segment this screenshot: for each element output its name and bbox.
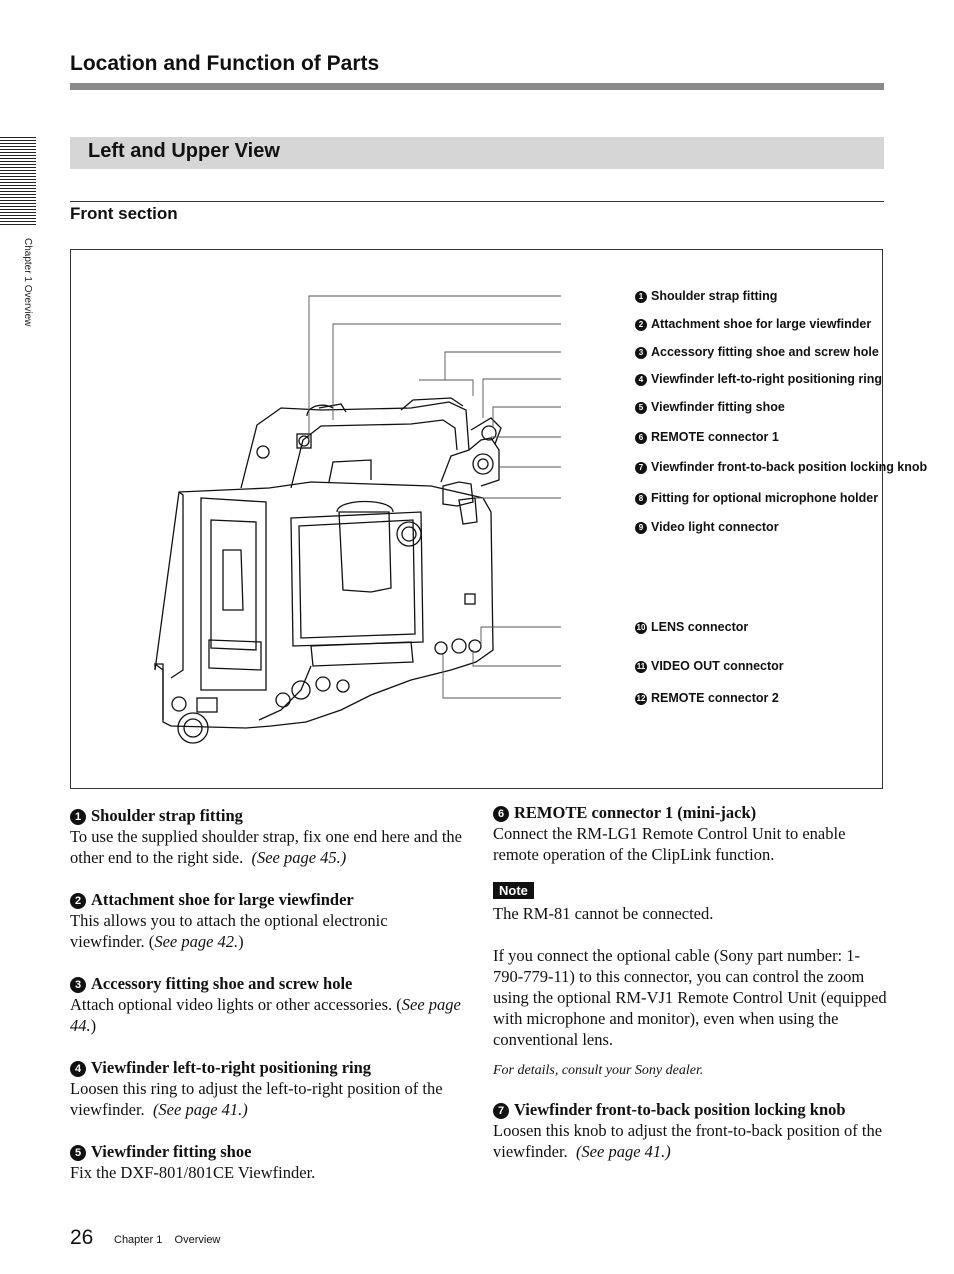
item-text: Loosen this ring to adjust the left-to-right position of the viewfinder. (70, 1079, 443, 1119)
callout-label: Fitting for optional microphone holder (651, 491, 879, 505)
callout-8 (635, 491, 878, 505)
item-title: Viewfinder left-to-right positioning ring (91, 1058, 372, 1077)
item-body (70, 910, 465, 952)
callout-11 (635, 659, 784, 673)
item-body (70, 994, 465, 1036)
item-number: 3 (70, 977, 86, 993)
callout-number: 6 (635, 432, 647, 444)
callout-number: 3 (635, 347, 647, 359)
item-5 (70, 1141, 465, 1183)
item-4 (70, 1057, 465, 1120)
item-title: Accessory fitting shoe and screw hole (91, 974, 353, 993)
callout-12 (635, 691, 779, 705)
page-reference: (See page 41.) (575, 1142, 671, 1161)
item-text: Loosen this knob to adjust the front-to-back position of the viewfinder. (493, 1121, 883, 1161)
item-number: 4 (70, 1061, 86, 1077)
item-7 (493, 1099, 888, 1162)
chapter-tab-marker (0, 137, 36, 227)
page-reference: (See page 45.) (251, 848, 347, 867)
item-number: 2 (70, 893, 86, 909)
callout-label: VIDEO OUT connector (651, 659, 784, 673)
item-heading (70, 973, 465, 994)
callout-3 (635, 345, 879, 359)
item-heading (493, 802, 888, 823)
item-number: 7 (493, 1103, 509, 1119)
title-rule (70, 83, 884, 90)
callout-number: 10 (636, 623, 646, 632)
item-heading (70, 1141, 465, 1162)
page-reference: See page 44. (70, 995, 461, 1035)
callout-label: Attachment shoe for large viewfinder (651, 317, 872, 331)
callout-number: 1 (635, 291, 647, 303)
page-reference: See page 42. (154, 932, 239, 951)
callout-1 (635, 289, 777, 303)
footer-chapter: Chapter 1 Overview (114, 1234, 221, 1246)
callout-number: 9 (635, 522, 647, 534)
callout-label: Shoulder strap fitting (651, 289, 778, 303)
item-2 (70, 889, 465, 952)
callout-number: 12 (636, 694, 646, 703)
page-title: Location and Function of Parts (70, 52, 380, 75)
item-number: 5 (70, 1145, 86, 1161)
item-title: Viewfinder front-to-back position locking knob (514, 1100, 846, 1119)
item-1 (70, 805, 465, 868)
callout-9 (635, 520, 779, 534)
item-text-tail: ) (238, 932, 244, 951)
callout-7 (635, 460, 927, 474)
callout-number: 8 (635, 493, 647, 505)
subsection-rule (70, 201, 884, 202)
page-number: 26 (70, 1226, 94, 1249)
item-number: 1 (70, 809, 86, 825)
item-text: Attach optional video lights or other accessories. ( (70, 995, 402, 1014)
callout-6 (635, 430, 779, 444)
callout-4 (635, 372, 882, 386)
note-block (493, 879, 888, 1081)
callout-2 (635, 317, 871, 331)
callout-label: LENS connector (651, 620, 749, 634)
note-text-2: If you connect the optional cable (Sony part number: 1-790-779-11) to this connector, you can control the zoom using the optional RM-VJ1 Remote Control Unit (equipped with microphone and monitor), even when using the conventional lens. (493, 946, 887, 1049)
item-text-tail: ) (90, 1016, 97, 1035)
callout-number: 7 (635, 462, 647, 474)
callout-number: 4 (635, 374, 647, 386)
callout-label: REMOTE connector 2 (651, 691, 779, 705)
item-title: Shoulder strap fitting (91, 806, 243, 825)
item-body (70, 826, 465, 868)
item-heading (70, 889, 465, 910)
callout-label: Viewfinder front-to-back position locking knob (651, 460, 928, 474)
item-body (493, 1120, 888, 1162)
item-3 (70, 973, 465, 1036)
section-title: Left and Upper View (88, 140, 280, 162)
camera-figure (70, 249, 928, 789)
page-reference: (See page 41.) (152, 1100, 248, 1119)
item-body: Fix the DXF-801/801CE Viewfinder. (70, 1163, 316, 1182)
side-chapter-label: Chapter 1 Overview (22, 238, 33, 327)
note-text-1: The RM-81 cannot be connected. (493, 904, 714, 923)
item-title: Attachment shoe for large viewfinder (91, 890, 354, 909)
callout-5 (635, 400, 785, 414)
item-body (70, 1078, 465, 1120)
item-heading (493, 1099, 888, 1120)
callout-label: Viewfinder left-to-right positioning ring (651, 372, 882, 386)
callout-label: Viewfinder fitting shoe (651, 400, 785, 414)
item-heading (70, 1057, 465, 1078)
note-text-3: For details, consult your Sony dealer. (493, 1063, 704, 1078)
subsection-title: Front section (70, 204, 178, 223)
item-text: To use the supplied shoulder strap, fix one end here and the other end to the right side. (70, 827, 462, 867)
item-heading (70, 805, 465, 826)
item-title: REMOTE connector 1 (mini-jack) (514, 803, 757, 822)
item-title: Viewfinder fitting shoe (91, 1142, 252, 1161)
callout-number: 2 (635, 319, 647, 331)
item-text: This allows you to attach the optional electronic viewfinder. ( (70, 911, 388, 951)
callout-number: 11 (636, 662, 646, 671)
callout-number: 5 (635, 402, 647, 414)
callout-label: REMOTE connector 1 (651, 430, 779, 444)
callout-label: Video light connector (651, 520, 779, 534)
callout-label: Accessory fitting shoe and screw hole (651, 345, 879, 359)
left-column (70, 805, 465, 1204)
item-body: Connect the RM-LG1 Remote Control Unit to enable remote operation of the ClipLink function. (493, 824, 846, 864)
item-number: 6 (493, 806, 509, 822)
item-6 (493, 802, 888, 865)
right-column (493, 802, 888, 1183)
note-label: Note (493, 882, 534, 899)
callout-10 (635, 620, 748, 634)
